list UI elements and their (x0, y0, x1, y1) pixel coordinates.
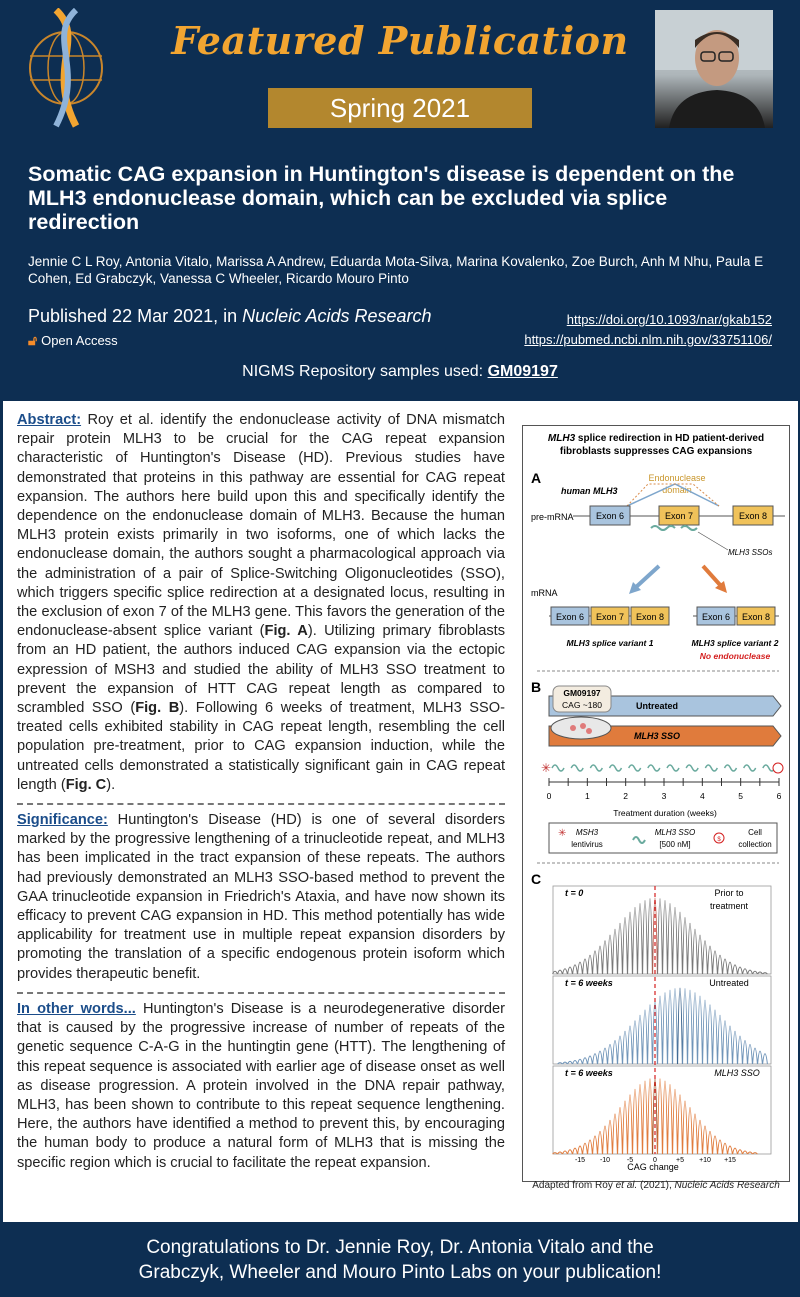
divider (17, 803, 505, 805)
variant-2-label: MLH3 splice variant 2 (691, 638, 779, 648)
mlh3-ssos-label: MLH3 SSOs (728, 548, 773, 557)
featured-title: Featured Publication (171, 18, 629, 63)
prior-to-label: Prior to (714, 888, 744, 898)
v1-exon-7-label: Exon 7 (595, 612, 625, 622)
cell-collection-icon (773, 763, 783, 773)
season-badge: Spring 2021 (268, 88, 532, 128)
human-mlh3-label: human MLH3 (561, 486, 618, 496)
cag-tick-label: -10 (599, 1157, 611, 1164)
fig-b-ref: Fig. B (135, 700, 180, 717)
exon-7-label: Exon 7 (664, 511, 694, 521)
cag-tick-label: 0 (653, 1157, 657, 1164)
fig-c-ref: Fig. C (65, 776, 107, 793)
t6-untreated-label: Untreated (709, 978, 749, 988)
caption-etal: et al. (615, 1180, 638, 1191)
t0-label: t = 0 (565, 888, 584, 898)
sso-dose-icon (590, 765, 602, 771)
caption-mid: (2021), (637, 1180, 675, 1191)
week-tick-label: 1 (584, 791, 590, 801)
cag-tick-label: +15 (724, 1157, 736, 1164)
journal-name: Nucleic Acids Research (242, 306, 432, 326)
sso-dose-icon (552, 765, 564, 771)
sso-dose-icon (725, 765, 737, 771)
other-words-text: Huntington's Disease is a neurodegenerative disorder that is caused by the progressive increase of number of repeats of the genetic sequence C-A-G in the huntingtin gene (HTT). The lengthening of this repeat sequence is associated with earlier age of disease onset as well as disease progression. A protein involved in the DNA repair pathway, MLH3, has been shown to contribute to this repeat sequence lengthening. Here, the authors have identified a method to prevent this, by encouraging the human body to produce a natural form of MLH3 that is missing the specific region which is crucial to facilitate the repeat expansion. (17, 1000, 505, 1171)
cag-tick-label: -5 (626, 1157, 634, 1164)
v1-exon-6-label: Exon 6 (555, 612, 585, 622)
sso-dose-icon (610, 765, 622, 771)
cag-histograms (553, 886, 771, 1164)
figure-caption (522, 1180, 790, 1191)
footer-line-2: Grabczyk, Wheeler and Mouro Pinto Labs on your publication! (138, 1262, 662, 1283)
repository-line (0, 363, 800, 381)
svg-text:collection: collection (738, 840, 772, 849)
published-prefix: Published 22 Mar 2021, in (28, 306, 238, 326)
fig-a-ref: Fig. A (264, 623, 308, 640)
published-line (28, 306, 432, 327)
week-tick-label: 3 (661, 791, 667, 801)
mrna-label: mRNA (531, 588, 558, 598)
panel-c-label: C (531, 871, 542, 887)
week-tick-label: 2 (623, 791, 629, 801)
cell-line-label: GM09197 (563, 688, 601, 698)
treatment-label: treatment (709, 901, 749, 911)
pre-mrna-label: pre-mRNA (531, 512, 574, 522)
significance-heading: Significance: (17, 812, 108, 829)
sso-dose-icon (705, 765, 717, 771)
svg-text:domain: domain (662, 485, 692, 495)
sso-dose-icon (744, 765, 756, 771)
significance-paragraph (17, 811, 505, 984)
sso-dose-icon (571, 765, 583, 771)
abstract-heading: Abstract: (17, 412, 82, 428)
svg-text:Cell: Cell (748, 828, 762, 837)
sso-dose-icon (629, 765, 641, 771)
t6-untreated-time-label: t = 6 weeks (565, 978, 613, 988)
cag-tick-label: -15 (574, 1157, 586, 1164)
footer-line-1: Congratulations to Dr. Jennie Roy, Dr. Antonia Vitalo and the (146, 1237, 654, 1258)
cag-tick-label: +10 (699, 1157, 711, 1164)
other-words-heading: In other words... (17, 1000, 136, 1017)
divider (17, 992, 505, 994)
caption-prefix: Adapted from Roy (532, 1180, 616, 1191)
panel-b-label: B (531, 679, 542, 695)
caption-journal: Nucleic Acids Research (674, 1180, 780, 1191)
t6-sso-label: MLH3 SSO (714, 1068, 760, 1078)
cell-collection-legend-icon: $ (717, 837, 721, 843)
t6-sso-time-label: t = 6 weeks (565, 1068, 613, 1078)
doi-link[interactable]: https://doi.org/10.1093/nar/gkab152 (566, 312, 772, 327)
open-access (28, 332, 118, 349)
treatment-duration-label: Treatment duration (weeks) (613, 808, 717, 818)
author-list: Jennie C L Roy, Antonia Vitalo, Marissa A Andrew, Eduarda Mota-Silva, Marina Kovalenko, Zoe Burch, Anh M Nhu, Paula E Cohen, Ed Grabczyk, Vanessa C Wheeler, Ricardo Mouro Pinto (28, 254, 764, 286)
summary-text (17, 411, 505, 1173)
repository-sample-link[interactable]: GM09197 (487, 363, 558, 380)
v1-exon-8-label: Exon 8 (635, 612, 665, 622)
sso-dose-icon (686, 765, 698, 771)
figure (522, 425, 790, 1182)
panel-a-label: A (531, 470, 542, 486)
week-tick-label: 0 (546, 791, 552, 801)
exon-6-label: Exon 6 (595, 511, 625, 521)
open-access-label: Open Access (41, 333, 118, 348)
repository-label: NIGMS Repository samples used: (242, 363, 484, 380)
abstract-text-4: ). (106, 776, 116, 793)
sso-arrow-label: MLH3 SSO (633, 731, 681, 741)
msh3-legend-icon: ✳ (558, 828, 567, 839)
dna-globe-logo (26, 8, 104, 128)
v2-exon-8-label: Exon 8 (741, 612, 771, 622)
abstract-paragraph (17, 411, 505, 795)
sso-dose-icon (667, 765, 679, 771)
open-access-icon: 🔓︎ (28, 332, 38, 348)
abstract-text-3: ). Following 6 weeks of treatment, MLH3 SSO-treated cells exhibited stability in CAG repeat length, resembling the cell population pre-treatment, prior to CAG expansion induction, while the untreated cells demonstrated a statistically significant gain in CAG repeat length ( (17, 700, 505, 793)
paper-title: Somatic CAG expansion in Huntington's disease is dependent on the MLH3 endonuclease domain, which can be excluded via splice redirection (28, 162, 735, 234)
header (0, 0, 800, 400)
week-tick-label: 5 (738, 791, 744, 801)
cag-length-label: CAG ~180 (562, 700, 602, 710)
figure-title-line1: MLH3 splice redirection in HD patient-derived (547, 433, 765, 444)
msh3-lentivirus-icon: ✳ (541, 761, 552, 775)
cag-tick-label: +5 (676, 1157, 684, 1164)
sso-dose-icon (648, 765, 660, 771)
other-words-paragraph (17, 1000, 505, 1173)
v2-exon-6-label: Exon 6 (701, 612, 731, 622)
endonuclease-domain-label: Endonuclease (648, 473, 706, 483)
svg-text:MSH3: MSH3 (575, 828, 599, 837)
svg-text:lentivirus: lentivirus (571, 840, 603, 849)
abstract-text-2: ). Utilizing primary fibroblasts from an HD patient, the authors induced CAG expansion via the ectopic expression of MSH3 and studied the ability of MLH3 SSO treatment to prevent the expansion of HTT CAG repeat length as compared to scrambled SSO ( (17, 623, 505, 717)
significance-text: Huntington's Disease (HD) is one of several disorders marked by the progressive lengthening of a trinucleotide repeat, and MLH3 has been implicated in the tract expansion of these repeats. The authors had previously demonstrated an MLH3 SSO-based method to prevent the GAA trinucleotide expansion in Friedrich's Ataxia, and have now shown its efficacy to prevent CAG expansion in HD. This method potentially has wide applicability for treatment use in multiple repeat expansion disorders by promoting the translation of a specific endogenous protein isoform which provides therapeutic benefit. (17, 812, 505, 982)
svg-text:MLH3 SSO: MLH3 SSO (654, 828, 696, 837)
week-tick-label: 4 (699, 791, 705, 801)
variant-1-label: MLH3 splice variant 1 (566, 638, 654, 648)
week-tick-label: 6 (776, 791, 782, 801)
cag-change-label: CAG change (627, 1162, 679, 1172)
untreated-arrow-label: Untreated (635, 701, 679, 711)
no-endonuclease-label: No endonuclease (699, 651, 771, 661)
author-photo (655, 10, 773, 128)
figure-title-line2: fibroblasts suppresses CAG expansions (559, 446, 753, 457)
exon-8-label: Exon 8 (738, 511, 768, 521)
footer (0, 1222, 800, 1297)
timeline (541, 761, 783, 801)
abstract-text-1: Roy et al. identify the endonuclease activity of DNA mismatch repair protein MLH3 to be crucial for the CAG repeat expansion characteristic of Huntington's Disease (HD). Previous studies have demonstrated that proteins in this pathway are essential for CAG repeat expansion. The authors here build upon this and specifically identify the dependence on the endonuclease domain of MLH3. Because the human MLH3 protein exists primarily in two isoforms, one of which lacks the endonuclease domain, the authors sought a pharmacological approach via the administration of a pair of Splice-Switching Oligonucleotides (SSO), which triggers specific splice redirection at a designated locus, resulting in the exclusion of exon 7 of the MLH3 gene. This favors the generation of the endonuclease-absent splice variant ( (17, 412, 505, 640)
pubmed-link[interactable]: https://pubmed.ncbi.nlm.nih.gov/33751106/ (524, 332, 772, 347)
content-panel (3, 401, 798, 1222)
svg-text:[500 nM]: [500 nM] (659, 840, 691, 849)
